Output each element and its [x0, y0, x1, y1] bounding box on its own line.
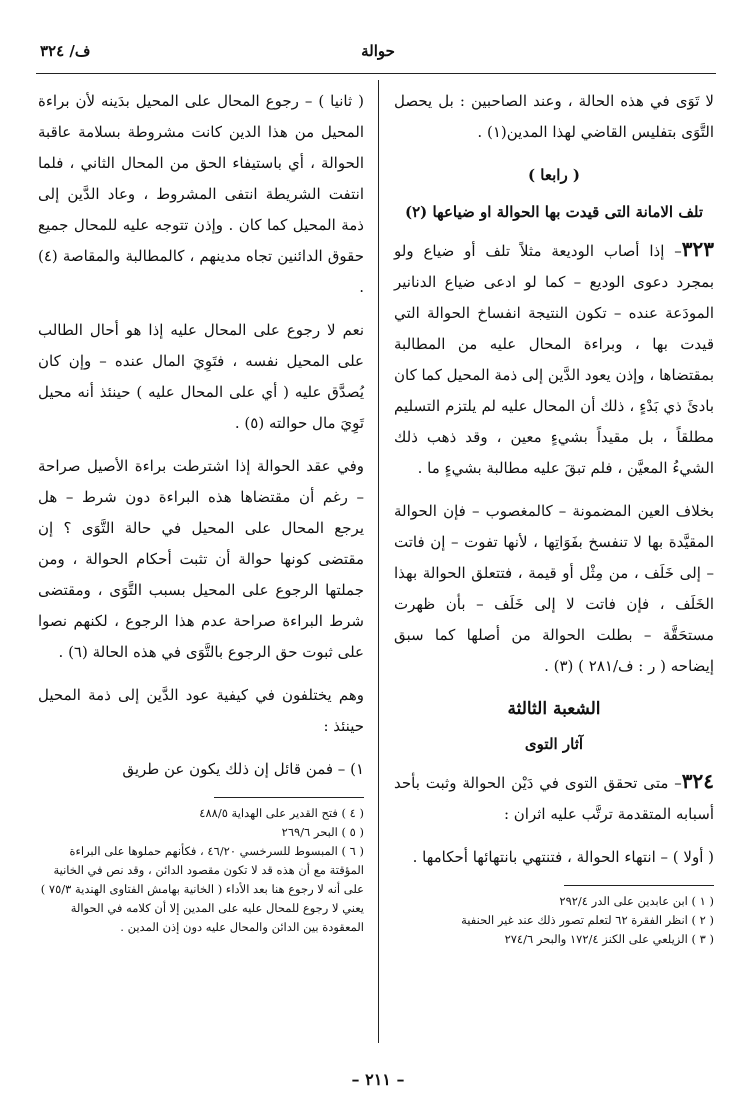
paragraph-exception: بخلاف العين المضمونة – كالمغصوب – فإن الحوالة المقيَّدة بها لا تنفسخ بفَوَاتِها ، لأنها تفوت – إن فاتت – إلى خَلَف ، من مِثْل أو قيمة ، فتتعلق الحوالة بهذا الخَلَف ، فإن فاتت لا إلى خَلَف – بأن ظهرت مستحَقَّة – بطلت الحوالة من أصلها كما سبق إيضاحه ( ر : ف/٢٨١ ) (٣) . — [394, 502, 714, 675]
section-title: تلف الامانة التى قيدت بها الحوالة او ضياعها (٢) — [404, 203, 703, 221]
paragraph-324-text: – متى تحقق التوى في دَيْن الحوالة وثبت بأحد أسبابه المتقدمة ترتَّب عليه اثران : — [394, 774, 714, 823]
list-item-1: ١) – فمن قائل إن ذلك يكون عن طريق — [122, 760, 364, 778]
header-rule — [36, 73, 716, 74]
header-title: حوالة — [361, 42, 395, 60]
section-heading: ( رابعا ) — [527, 166, 581, 184]
paragraph-ikhtilaf: وهم يختلفون في كيفية عود الدَّين إلى ذمة المحيل حينئذ : — [38, 686, 364, 735]
effect-first: ( أولا ) – انتهاء الحوالة ، فتنتهي بانتهائها أحكامها . — [412, 848, 714, 866]
paragraph-323-text: – إذا أصاب الوديعة مثلاً تلف أو ضياع ولو بمجرد دعوى الوديع – كما لو ادعى ضياع الدنانير المودَعة عنده – تكون النتيجة انفساخ الحوالة التي قيدت بها ، وبراءة المحال عليه من المطالبة بمقتضاها ، وإذن يعود الدَّين إلى ذمة المحيل كما كان بادئَ ذي بَدْءٍ ، ذلك أن المحال عليه لم يلتزم التسليم مطلقاً ، بل مقيداً بشيءٍ معين ، وقد ذهب ذلك الشيءُ المعيَّن ، فلم تبقَ عليه مطالبة بشيءٍ ما . — [393, 242, 714, 477]
paragraph-second: ( ثانيا ) – رجوع المحال على المحيل بدَينه لأن براءة المحيل من هذا الدين كانت مشروطة بسلامة عاقبة الحوالة ، أي باستيفاء الحق من المحال الثاني ، فلما انتفت الشريطة انتفى المشروط ، وعاد الدَّين إلى ذمة المحيل كما كان . وإذن تتوجه عليه للمحال جميع حقوق الدائنين تجاه مدينهم ، كالمطالبة والمقاصة (٤) . — [38, 92, 364, 296]
page-folio: – ٢١١ – — [351, 1070, 405, 1089]
footnote: ( ٤ ) فتح القدير على الهداية ٤٨٨/٥ — [199, 806, 364, 820]
paragraph-323 — [394, 234, 714, 484]
paragraph-number: ٣٢٤ — [681, 769, 714, 793]
paragraph-aqd: وفي عقد الحوالة إذا اشترطت براءة الأصيل صراحة – رغم أن مقتضاها هذه البراءة دون شرط – هل يرجع المحال على المحيل في حالة التَّوَى ؟ إن مقتضى كونها حوالة أن تثبت أحكام الحوالة ، ومن جملتها الرجوع على المحيل بسبب التَّوَى ، ومقتضى شرط البراءة صراحة عدم هذا الرجوع ، لكنهم نصوا على ثبوت حق الرجوع بالتَّوَى في هذه الحالة (٦) . — [38, 457, 364, 661]
left-column — [38, 86, 364, 937]
branch-title: الشعبة الثالثة — [507, 699, 601, 719]
footnote: ( ٦ ) المبسوط للسرخسي ٤٦/٢٠ ، فكأنهم حملوها على البراءة المؤقتة مع أن هذه قد لا تكون مقصود الدائن ، وقد نص في الخانية على أنه لا رجوع هنا بعد الأداء ( الخانية بهامش الفتاوى الهندية ٧٥/٣ ) يعني لا رجوع للمحال عليه على المدين إلا أن كلامه في الحوالة المعقودة بين الدائن والمحال عليه دون إذن المدين . — [40, 844, 364, 934]
paragraph-number: ٣٢٣ — [681, 237, 714, 261]
footnote: ( ٣ ) الزيلعي على الكنز ١٧٢/٤ والبحر ٢٧٤/٦ — [504, 932, 714, 946]
header-page-ref: ف/ ٣٢٤ — [40, 42, 91, 60]
footnote: ( ٥ ) البحر ٢٦٩/٦ — [281, 825, 364, 839]
footnotes-left — [38, 804, 364, 937]
branch-subtitle: آثار التوى — [524, 735, 584, 753]
footnote: ( ١ ) ابن عابدين على الدر ٢٩٢/٤ — [559, 894, 714, 908]
footnotes-right — [394, 892, 714, 949]
running-header — [40, 38, 716, 68]
footnote-rule — [564, 885, 714, 886]
right-column — [394, 86, 714, 949]
paragraph-naam: نعم لا رجوع على المحال عليه إذا هو أحال الطالب على المحيل نفسه ، فتَوِيَ المال عنده – وإن كان يُصدَّق عليه ( أي على المحال عليه ) حينئذ أنه محيل تَوِيَ مال حوالته (٥) . — [38, 321, 364, 432]
footnote-rule — [214, 797, 364, 798]
footnote: ( ٢ ) انظر الفقرة ٦٢ لتعلم تصور ذلك عند غير الحنفية — [461, 913, 714, 927]
column-divider — [378, 80, 379, 1043]
intro-paragraph: لا تَوَى في هذه الحالة ، وعند الصاحبين : بل يحصل التَّوَى بتفليس القاضي لهذا المدين(١) . — [394, 92, 714, 141]
paragraph-324 — [394, 766, 714, 830]
